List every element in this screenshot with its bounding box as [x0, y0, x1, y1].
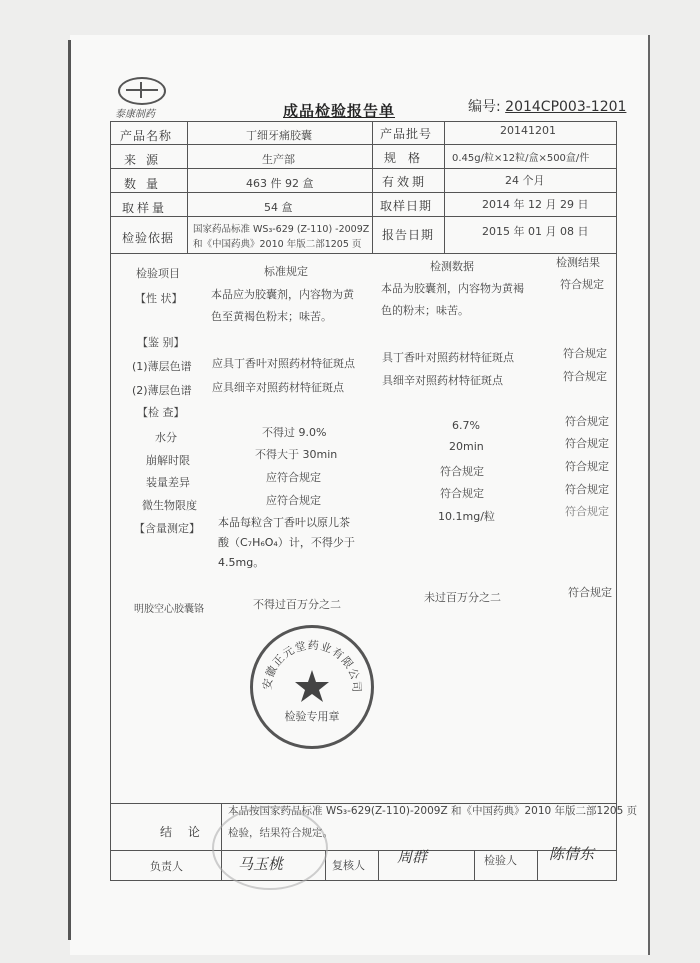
insp1-standard: 不得过 9.0% [262, 426, 327, 439]
character-heading: 【性 状】 [135, 292, 183, 305]
assay-result: 符合规定 [565, 505, 609, 518]
character-data-l2: 色的粉末；味苦。 [381, 304, 469, 317]
table-line [378, 850, 379, 880]
table-line [110, 253, 617, 254]
source-value: 生产部 [262, 153, 295, 166]
responsible-label: 负责人 [150, 860, 183, 873]
table-border-right [616, 121, 617, 881]
report-date-label: 报告日期 [382, 228, 435, 242]
col-data: 检测数据 [430, 260, 474, 273]
paper-edge [68, 40, 71, 940]
spec-value: 0.45g/粒×12粒/盒×500盒/件 [452, 153, 590, 164]
source-label: 来源 [124, 153, 169, 167]
table-border-left [110, 121, 111, 881]
insp3-result: 符合规定 [565, 460, 609, 473]
character-result: 符合规定 [560, 278, 604, 291]
basis-line1: 国家药品标准 WS₃-629 (Z-110) -2009Z [193, 224, 370, 235]
inspector-label: 检验人 [484, 854, 517, 867]
col-standard: 标准规定 [264, 265, 308, 278]
inspection-heading: 【检 查】 [137, 406, 185, 419]
report-number-value: 2014CP003-1201 [505, 99, 627, 115]
company-logo-text: 泰康制药 [115, 109, 155, 120]
ident2-standard: 应具细辛对照药材特征斑点 [212, 381, 344, 394]
insp1-data: 6.7% [452, 419, 480, 432]
sample-date-value: 2014 年 12 月 29 日 [482, 198, 589, 211]
insp4-item: 微生物限度 [142, 499, 197, 512]
character-standard-l2: 色至黄褐色粉末；味苦。 [211, 310, 332, 323]
inspector-signature: 陈倩东 [549, 845, 595, 863]
product-name: 丁细牙痛胶囊 [246, 129, 312, 142]
assay-heading: 【含量测定】 [134, 522, 200, 535]
report-number-label: 编号: [468, 99, 501, 115]
responsible-signature: 马玉桃 [238, 855, 284, 873]
col-item: 检验项目 [136, 267, 180, 280]
ident1-item: (1)薄层色谱 [132, 360, 192, 373]
company-logo-icon [118, 77, 166, 105]
quantity-label: 数量 [124, 177, 169, 191]
insp3-item: 装量差异 [146, 476, 190, 489]
reviewer-label: 复核人 [332, 859, 365, 872]
assay-standard-l1: 本品每粒含丁香叶以原儿茶 [218, 516, 350, 529]
table-line [187, 121, 188, 253]
capsule-result: 符合规定 [568, 586, 612, 599]
ident1-result: 符合规定 [563, 347, 607, 360]
assay-standard-l3: 4.5mg。 [218, 556, 265, 569]
quantity-value: 463 件 92 盒 [246, 177, 314, 190]
ident1-standard: 应具丁香叶对照药材特征斑点 [212, 357, 355, 370]
character-data-l1: 本品为胶囊剂，内容物为黄褐 [381, 282, 524, 295]
table-line [537, 850, 538, 880]
insp2-data: 20min [449, 440, 484, 453]
basis-line2: 和《中国药典》2010 年版二部1205 页 [193, 239, 362, 250]
conclusion-label: 结 论 [160, 825, 206, 839]
ident2-item: (2)薄层色谱 [132, 384, 192, 397]
assay-data: 10.1mg/粒 [438, 510, 495, 523]
col-result: 检测结果 [556, 256, 600, 269]
capsule-standard: 不得过百万分之二 [253, 598, 341, 611]
star-icon [295, 670, 329, 702]
stamp-company-text: 安徽正元堂药业有限公司 [260, 638, 364, 694]
character-standard-l1: 本品应为胶囊剂，内容物为黄 [211, 288, 354, 301]
insp4-data: 符合规定 [440, 487, 484, 500]
insp1-result: 符合规定 [565, 415, 609, 428]
assay-standard [218, 513, 355, 573]
reviewer-signature: 周群 [397, 848, 428, 866]
report-date-value: 2015 年 01 月 08 日 [482, 225, 589, 238]
faint-stamp [212, 806, 328, 890]
ident1-data: 具丁香叶对照药材特征斑点 [382, 351, 514, 364]
insp2-standard: 不得大于 30min [255, 448, 338, 461]
insp1-item: 水分 [155, 431, 177, 444]
insp2-item: 崩解时限 [146, 454, 190, 467]
identification-heading: 【鉴 别】 [137, 336, 185, 349]
insp3-standard: 应符合规定 [266, 471, 321, 484]
table-line [372, 121, 373, 253]
capsule-data: 未过百万分之二 [424, 591, 501, 604]
sample-date-label: 取样日期 [380, 199, 433, 213]
table-line [110, 850, 617, 851]
insp3-data: 符合规定 [440, 465, 484, 478]
assay-standard-l2: 酸（C₇H₆O₄）计，不得少于 [218, 536, 355, 549]
insp2-result: 符合规定 [565, 437, 609, 450]
report-number [468, 96, 626, 116]
insp4-standard: 应符合规定 [266, 494, 321, 507]
sample-value: 54 盒 [264, 201, 293, 214]
basis-label: 检验依据 [122, 231, 175, 245]
ident2-result: 符合规定 [563, 370, 607, 383]
batch-value: 20141201 [500, 124, 556, 137]
batch-label: 产品批号 [380, 127, 433, 141]
sample-label: 取样量 [122, 201, 168, 215]
stamp-sub-text: 检验专用章 [284, 710, 340, 723]
product-name-label: 产品名称 [120, 129, 173, 143]
conclusion-line1: 本品按国家药品标准 WS₃-629(Z-110)-2009Z 和《中国药典》2010 年版二部1205 页 [228, 805, 638, 817]
conclusion-line2: 检验，结果符合规定。 [228, 827, 333, 839]
table-line [444, 121, 445, 253]
report-title: 成品检验报告单 [283, 102, 396, 120]
insp4-result: 符合规定 [565, 483, 609, 496]
capsule-item: 明胶空心胶囊铬 [134, 604, 204, 615]
inspection-stamp [250, 625, 374, 749]
spec-label: 规格 [384, 151, 433, 165]
stamp-graphic [253, 628, 371, 746]
ident2-data: 具细辛对照药材特征斑点 [382, 374, 503, 387]
table-line [474, 850, 475, 880]
table-line [110, 880, 617, 881]
validity-value: 24 个月 [505, 174, 545, 187]
validity-label: 有效期 [382, 175, 428, 189]
